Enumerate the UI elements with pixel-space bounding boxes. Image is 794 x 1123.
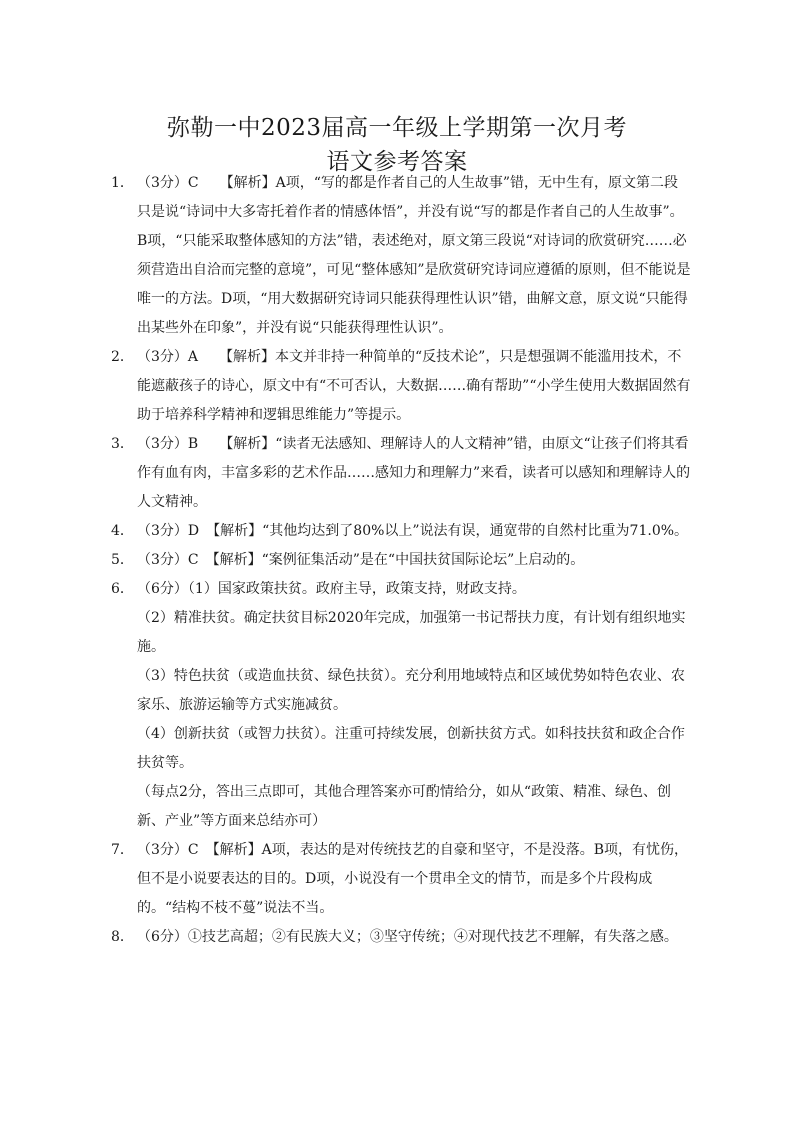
answer-key-title: 语文参考答案 (326, 149, 468, 175)
answer-text: （6分）（1）国家政策扶贫。政府主导，政策支持，财政支持。 (137, 581, 526, 597)
answer-text: （3分）C 【解析】“案例征集活动”是在“中国扶贫国际论坛”上启动的。 (137, 552, 585, 568)
exam-title: 弥勒一中2023届高一年级上学期第一次月考 (166, 115, 628, 141)
question-number: 4． (111, 523, 134, 539)
question-number: 2． (111, 349, 134, 365)
answer-item-3 (111, 430, 691, 517)
answer-item-1 (111, 169, 691, 343)
answer-item-4 (111, 517, 691, 546)
question-number: 3． (111, 436, 134, 452)
answer-text: （3分）D 【解析】“其他均达到了80%以上”说法有误，通宽带的自然村比重为71.0%。 (137, 523, 689, 539)
answer-subpoint-2: （2）精准扶贫。确定扶贫目标2020年完成，加强第一书记帮扶力度，有计划有组织地实施。 (137, 610, 686, 655)
question-number: 7． (111, 842, 134, 858)
question-number: 6． (111, 581, 134, 597)
answer-item-6 (111, 575, 691, 604)
answer-text: （3分）A 【解析】本文并非持一种简单的“反技术论”，只是想强调不能滥用技术，不能遮蔽孩子的诗心，原文中有“不可否认，大数据……确有帮助”“小学生使用大数据固然有助于培养科学精神和逻辑思维能力”等提示。 (137, 349, 691, 423)
question-number: 1． (111, 175, 134, 191)
question-number: 5． (111, 552, 134, 568)
answer-item-8 (111, 923, 691, 952)
answer-subpoint-3: （3）特色扶贫（或造血扶贫、绿色扶贫）。充分利用地域特点和区域优势如特色农业、农家乐、旅游运输等方式实施减贫。 (137, 668, 685, 713)
answers-list (111, 169, 691, 952)
answer-item-7 (111, 836, 691, 923)
answer-text: （6分）①技艺高超；②有民族大义；③坚守传统；④对现代技艺不理解，有失落之感。 (137, 929, 678, 945)
answer-item-2 (111, 343, 691, 430)
answer-subpoint-4: （4）创新扶贫（或智力扶贫）。注重可持续发展，创新扶贫方式。如科技扶贫和政企合作扶贫等。 (137, 726, 685, 771)
question-number: 8． (111, 929, 134, 945)
scoring-note: （每点2分，答出三点即可，其他合理答案亦可酌情给分，如从“政策、精准、绿色、创新、产业”等方面来总结亦可） (137, 784, 672, 829)
answer-text: （3分）B 【解析】“读者无法感知、理解诗人的人文精神”错，由原文“让孩子们将其看作有血有肉，丰富多彩的艺术作品……感知力和理解力”来看，读者可以感知和理解诗人的人文精神。 (137, 436, 691, 510)
answer-text: （3分）C 【解析】A项，表达的是对传统技艺的自豪和坚守，不是没落。B项，有忧伤，但不是小说要表达的目的。D项，小说没有一个贯串全文的情节，而是多个片段构成的。“结构不枝不蔓”说法不当。 (137, 842, 689, 916)
answer-item-5 (111, 546, 691, 575)
answer-text: （3分）C 【解析】A项，“写的都是作者自己的人生故事”错，无中生有，原文第二段只是说“诗词中大多寄托着作者的情感体悟”，并没有说“写的都是作者自己的人生故事”。B项，“只能采取整体感知的方法”错，表述绝对，原文第三段说“对诗词的欣赏研究……必须营造出自洽而完整的意境”，可见“整体感知”是欣赏研究诗词应遵循的原则，但不能说是唯一的方法。D项，“用大数据研究诗词只能获得理性认识”错，曲解文意，原文说“只能得出某些外在印象”，并没有说“只能获得理性认识”。 (137, 175, 691, 336)
